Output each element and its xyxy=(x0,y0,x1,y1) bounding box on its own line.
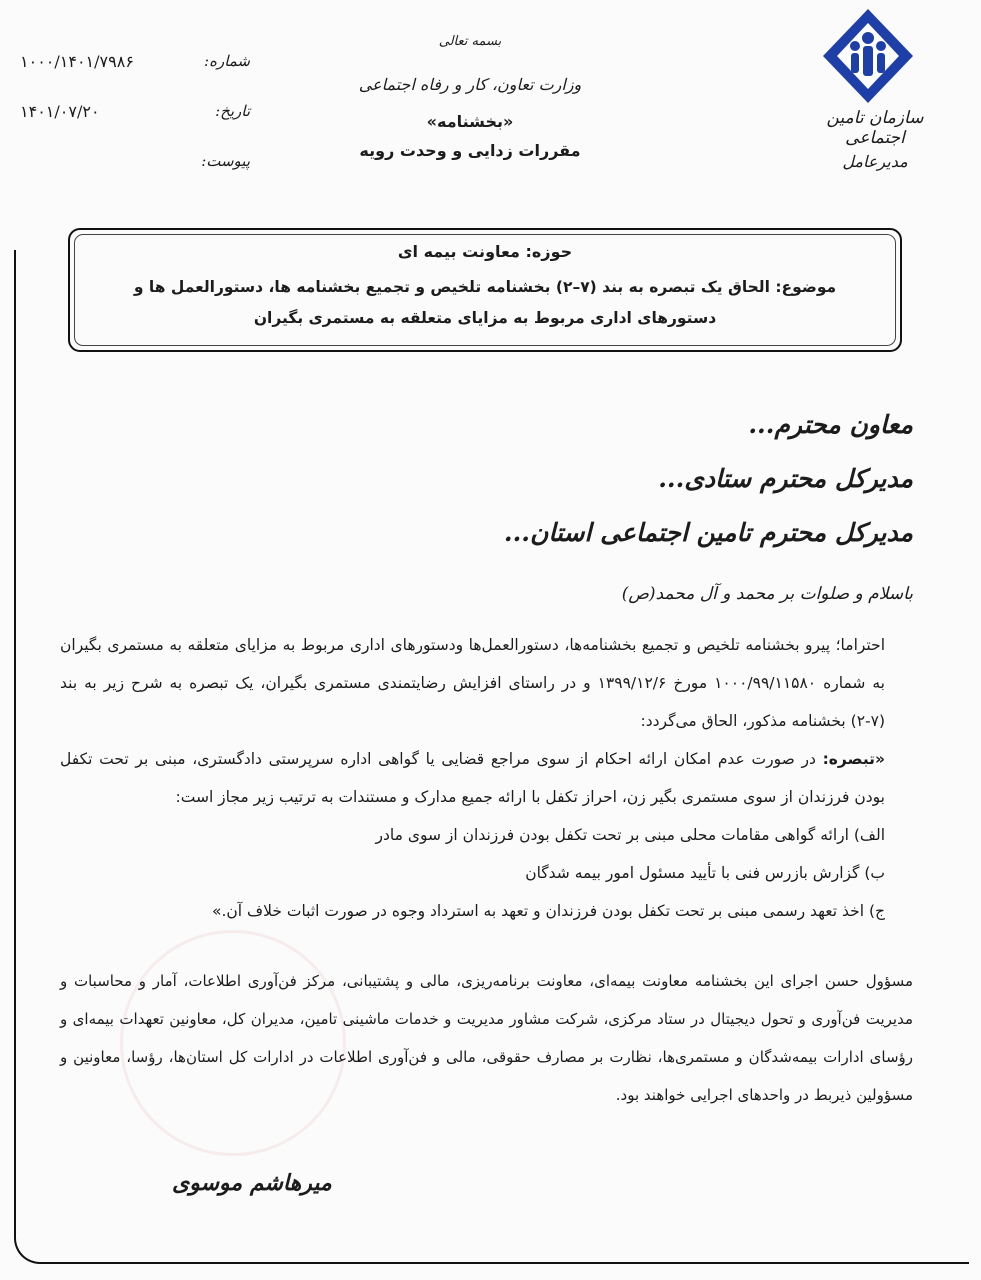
letter-meta xyxy=(20,36,250,186)
salutation-province-director: مدیرکل محترم تامین اجتماعی استان... xyxy=(503,518,913,547)
domain-line: حوزه: معاونت بیمه ای xyxy=(397,242,573,261)
number-label: شماره: xyxy=(204,52,250,70)
subject-text: موضوع: الحاق یک تبصره به بند (۷–۲) بخشنامه تلخیص و تجمیع بخشنامه ها، دستورالعمل ها و دستورهای اداری مربوط به مزایای متعلقه به مستمری بگیران xyxy=(133,278,837,327)
doc-type: «بخشنامه» xyxy=(426,112,514,131)
list-item-c: ج) اخذ تعهد رسمی مبنی بر تحت تکفل بودن فرزندان و تعهد به استرداد وجوه در صورت اثبات خلاف آن.» xyxy=(212,902,885,920)
doc-subheading: مقررات زدایی و وحدت رویه xyxy=(359,141,581,160)
subject-box xyxy=(68,228,902,352)
number-row xyxy=(20,36,250,86)
note-text: در صورت عدم امکان ارائه احکام از سوی مراجع قضایی یا گواهی اداره سرپرستی دادگستری، مبنی بر تحت تکفل بودن فرزندان از سوی مستمری بگیر زن، احراز تکفل با ارائه جمیع مدارک و مستندات به ترتیب زیر مجاز است: xyxy=(60,750,885,806)
social-security-logo-icon xyxy=(818,6,918,106)
director-title: مدیرعامل xyxy=(842,152,908,171)
closing-paragraph: مسؤول حسن اجرای این بخشنامه معاونت بیمه‌ای، معاونت برنامه‌ریزی، مالی و پشتیبانی، مرکز فن‌آوری اطلاعات، آمار و محاسبات و مدیریت فن‌آوری و تحول دیجیتال در ستاد مرکزی، شرکت مشاور مدیریت و خدمات ماشینی تامین، مدیران کل، معاونین تعهدات بیمه‌ای و رؤسای ادارات بیمه‌شدگان و مستمری‌ها، نظارت بر مصارف حقوقی، مالی و فن‌آوری اطلاعات در ادارات کل استان‌ها، رؤسا، معاونین و مسؤولین ذیربط در واحدهای اجرایی خواهند بود. xyxy=(60,972,913,1104)
greeting: باسلام و صلوات بر محمد و آل محمد(ص) xyxy=(621,584,913,604)
note-paragraph xyxy=(60,740,885,816)
list-item-b: ب) گزارش بازرس فنی با تأیید مسئول امور بیمه شدگان xyxy=(525,864,885,882)
letter-body xyxy=(60,626,885,930)
intro-paragraph: احتراما؛ پیرو بخشنامه تلخیص و تجمیع بخشنامه‌ها، دستورالعمل‌ها ودستورهای اداری مربوط به مزایای متعلقه به مستمری بگیران به شماره ۱۰۰۰/۹۹/۱۱۵۸۰ مورخ ۱۳۹۹/۱۲/۶ و در راستای افزایش رضایتمندی مستمری بگیران، یک تبصره به شرح زیر به بند (۷-۲) بخشنامه مذکور، الحاق می‌گردد: xyxy=(60,636,885,730)
ministry-name: وزارت تعاون، کار و رفاه اجتماعی xyxy=(358,75,582,94)
note-label: «تبصره: xyxy=(822,750,885,768)
attachment-label: پیوست: xyxy=(201,152,250,170)
salutation-deputy: معاون محترم... xyxy=(748,410,913,439)
org-name: سازمان تامین اجتماعی xyxy=(826,108,924,148)
date-label: تاریخ: xyxy=(215,102,250,120)
list-item-a: الف) ارائه گواهی مقامات محلی مبنی بر تحت تکفل بودن فرزندان از سوی مادر xyxy=(375,826,885,844)
signature: میرهاشم موسوی xyxy=(172,1170,332,1196)
salutation-hq-director: مدیرکل محترم ستادی... xyxy=(658,464,913,493)
date-value: ۱۴۰۱/۰۷/۲۰ xyxy=(20,101,100,121)
date-row xyxy=(20,86,250,136)
number-value: ۱۰۰۰/۱۴۰۱/۷۹۸۶ xyxy=(20,51,134,71)
basmala: بسمه تعالی xyxy=(438,34,502,49)
center-header xyxy=(340,34,600,160)
attachment-row xyxy=(20,136,250,186)
